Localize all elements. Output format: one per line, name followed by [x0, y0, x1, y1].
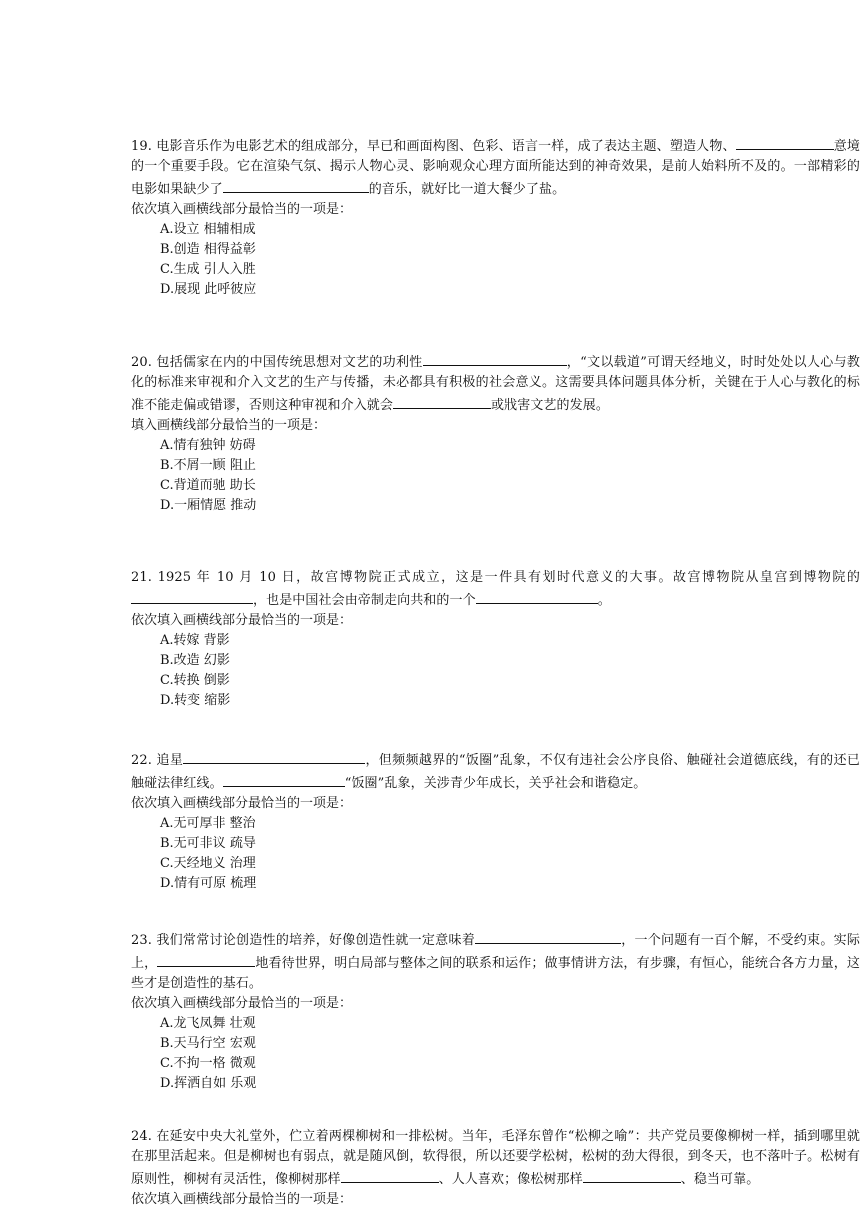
fill-blank: [476, 588, 598, 604]
option-a: A.转嫁 背影: [160, 633, 230, 648]
fill-blank: [341, 1167, 439, 1183]
question-20: [131, 350, 860, 516]
option-b: B.不屑一顾 阻止: [160, 458, 256, 473]
question-instruction: 依次填入画横线部分最恰当的一项是：: [131, 202, 353, 217]
option-d: D.情有可原 梳理: [160, 876, 257, 891]
option-a: A.无可厚非 整治: [160, 816, 256, 831]
fill-blank: [223, 771, 345, 787]
option-list: [131, 436, 860, 516]
fill-blank: [183, 748, 365, 764]
question-23: [131, 928, 860, 1094]
fill-blank: [157, 951, 255, 967]
option-d: D.一厢情愿 推动: [160, 498, 257, 513]
option-b: B.无可非议 疏导: [160, 836, 256, 851]
fill-blank: [475, 928, 621, 944]
fill-blank: [393, 393, 491, 409]
question-19: [131, 134, 860, 300]
option-list: [131, 814, 860, 894]
option-c: C.背道而驰 助长: [160, 478, 256, 493]
question-stem: 21. 1925 年 10 月 10 日，故宫博物院正式成立，这是一件具有划时代意义的大事。故宫博物院从皇宫到博物院的，也是中国社会由帝制走向共和的一个 。: [131, 570, 860, 608]
fill-blank: [736, 134, 834, 150]
question-instruction: 依次填入画横线部分最恰当的一项是：: [131, 796, 353, 811]
option-b: B.创造 相得益彰: [160, 242, 256, 257]
option-a: A.龙飞凤舞 壮观: [160, 1016, 256, 1031]
question-stem: 23. 我们常常讨论创造性的培养，好像创造性就一定意味着 ，一个问题有一百个解，不受约束。实际上， 地看待世界，明白局部与整体之间的联系和运作；做事情讲方法，有步骤，有恒心，能统合各方力量，这些才是创造性的基石。: [131, 928, 860, 994]
option-d: D.转变 缩影: [160, 693, 231, 708]
question-stem: 19. 电影音乐作为电影艺术的组成部分，早已和画面构图、色彩、语言一样，成了表达主题、塑造人物、 意境的一个重要手段。它在渲染气氛、揭示人物心灵、影响观众心理方面所能达到的神奇效果，是前人始料所不及的。一部精彩的电影如果缺少了 的音乐，就好比一道大餐少了盐。: [131, 134, 860, 200]
fill-blank: [131, 588, 253, 604]
option-d: D.展现 此呼彼应: [160, 282, 257, 297]
question-instruction: 依次填入画横线部分最恰当的一项是：: [131, 996, 353, 1011]
option-c: C.生成 引人入胜: [160, 262, 256, 277]
option-d: D.挥洒自如 乐观: [160, 1076, 257, 1091]
option-c: C.天经地义 治理: [160, 856, 256, 871]
fill-blank: [583, 1167, 681, 1183]
question-stem: 24. 在延安中央大礼堂外，伫立着两棵柳树和一排松树。当年，毛泽东曾作“松柳之喻”：共产党员要像柳树一样，插到哪里就在那里活起来。但是柳树也有弱点，就是随风倒，软得很，所以还要学松树，松树的劲大得很，到冬天，也不落叶子。松树有原则性，柳树有灵活性，像柳树那样 、人人喜欢；像松树那样 、稳当可靠。: [131, 1129, 860, 1187]
question-instruction: 依次填入画横线部分最恰当的一项是：: [131, 1192, 353, 1207]
question-instruction: 填入画横线部分最恰当的一项是：: [131, 418, 327, 433]
option-a: A.设立 相辅相成: [160, 222, 256, 237]
question-stem: 22. 追星 ，但频频越界的“饭圈”乱象，不仅有违社会公序良俗、触碰社会道德底线，有的还已触碰法律红线。 “饭圈”乱象，关涉青少年成长，关乎社会和谐稳定。: [131, 748, 860, 794]
option-b: B.改造 幻影: [160, 653, 230, 668]
question-instruction: 依次填入画横线部分最恰当的一项是：: [131, 613, 353, 628]
question-stem: 20. 包括儒家在内的中国传统思想对文艺的功利性 ，“文以载道”可谓天经地义，时时处处以人心与教化的标准来审视和介入文艺的生产与传播，未必都具有积极的社会意义。这需要具体问题具体分析，关键在于人心与教化的标准不能走偏或错谬，否则这种审视和介入就会 或戕害文艺的发展。: [131, 350, 860, 416]
option-list: [131, 220, 860, 300]
option-c: C.转换 倒影: [160, 673, 230, 688]
fill-blank: [423, 350, 567, 366]
option-list: [131, 631, 860, 711]
option-list: [131, 1014, 860, 1094]
fill-blank: [223, 177, 369, 193]
question-22: [131, 748, 860, 894]
question-24: [131, 1127, 860, 1210]
option-a: A.情有独钟 妨碍: [160, 438, 256, 453]
question-21: [131, 568, 860, 711]
option-b: B.天马行空 宏观: [160, 1036, 256, 1051]
option-c: C.不拘一格 微观: [160, 1056, 256, 1071]
